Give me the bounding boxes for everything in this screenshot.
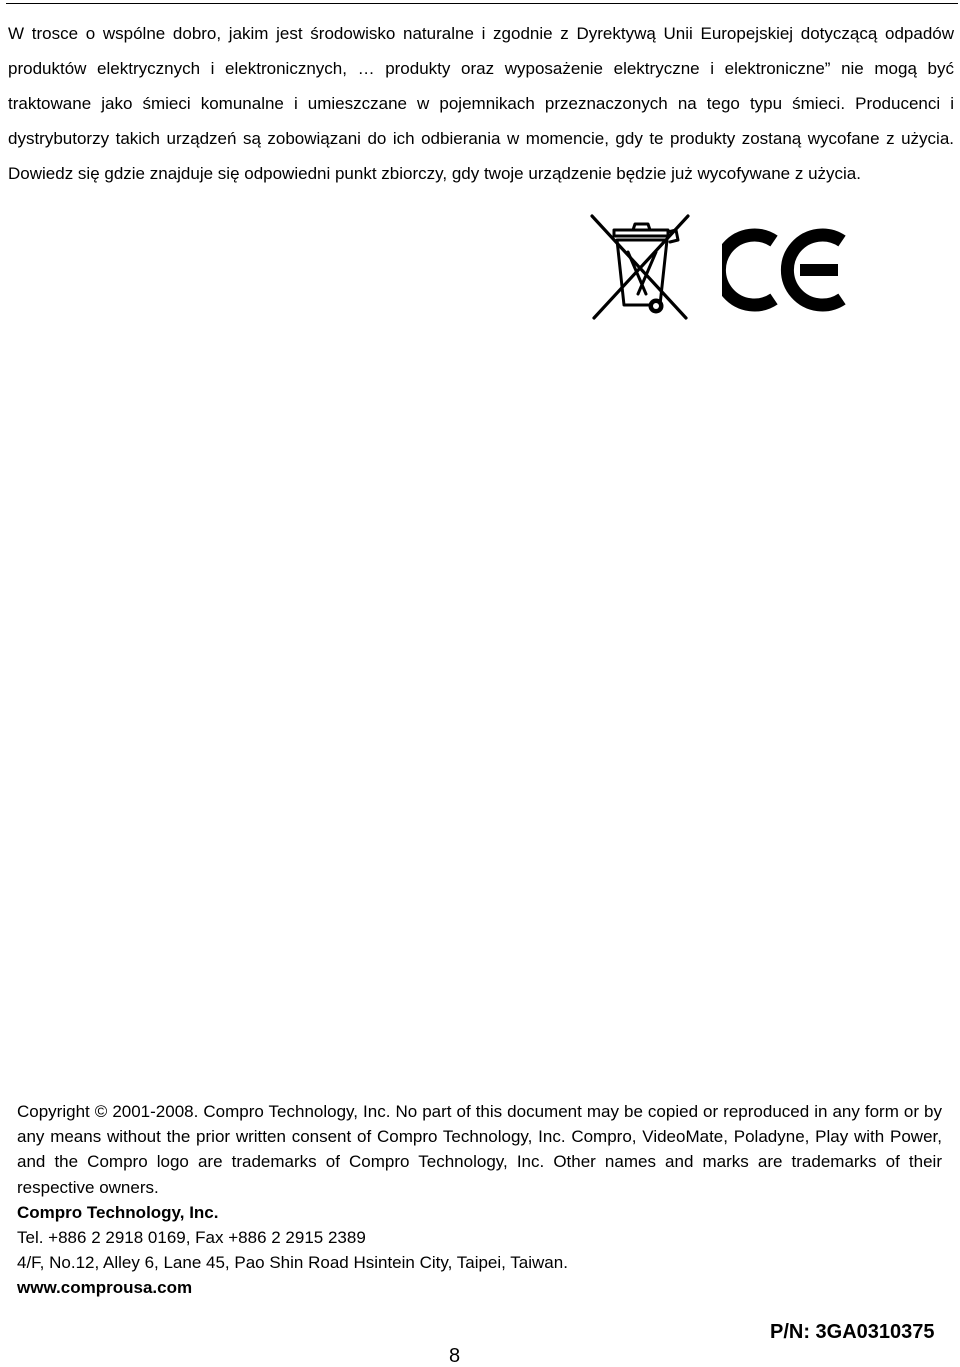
footer: [17, 1099, 942, 1301]
part-number: P/N: 3GA0310375: [770, 1321, 935, 1343]
page-number: 8: [449, 1345, 461, 1367]
disposal-notice: W trosce o wspólne dobro, jakim jest środowisko naturalne i zgodnie z Dyrektywą Unii Europejskiej dotyczącą odpadów produktów elektrycznych i elektronicznych, … produkty oraz wyposażenie elektryczne i elektroniczne” nie mogą być traktowane jako śmieci komunalne i umieszczane w pojemnikach przeznaczonych na tego typu śmieci. Producenci i dystrybutorzy takich urządzeń są zobowiązani do ich odbierania w momencie, gdy te produkty zostaną wycofane z użycia. Dowiedz się gdzie znajduje się odpowiedni punkt zbiorczy, gdy twoje urządzenie będzie już wycofywane z użycia.: [8, 24, 954, 183]
company-name: Compro Technology, Inc.: [17, 1202, 219, 1222]
company-address: 4/F, No.12, Alley 6, Lane 45, Pao Shin Road Hsintein City, Taipei, Taiwan.: [17, 1253, 568, 1273]
crossed-out-wheelie-bin-icon: [588, 212, 692, 322]
phone-fax: Tel. +886 2 2918 0169, Fax +886 2 2915 2389: [17, 1228, 366, 1248]
website-link[interactable]: www.comprousa.com: [17, 1278, 193, 1298]
top-rule: [6, 3, 958, 4]
ce-mark-icon: [722, 228, 846, 312]
copyright-notice: Copyright © 2001-2008. Compro Technology, Inc. No part of this document may be copied or reproduced in any form or by any means without the prior written consent of Compro Technology, Inc. Compro, VideoMate, Poladyne, Play with Power, and the Compro logo are trademarks of Compro Technology, Inc. Other names and marks are trademarks of their respective owners.: [17, 1102, 942, 1197]
